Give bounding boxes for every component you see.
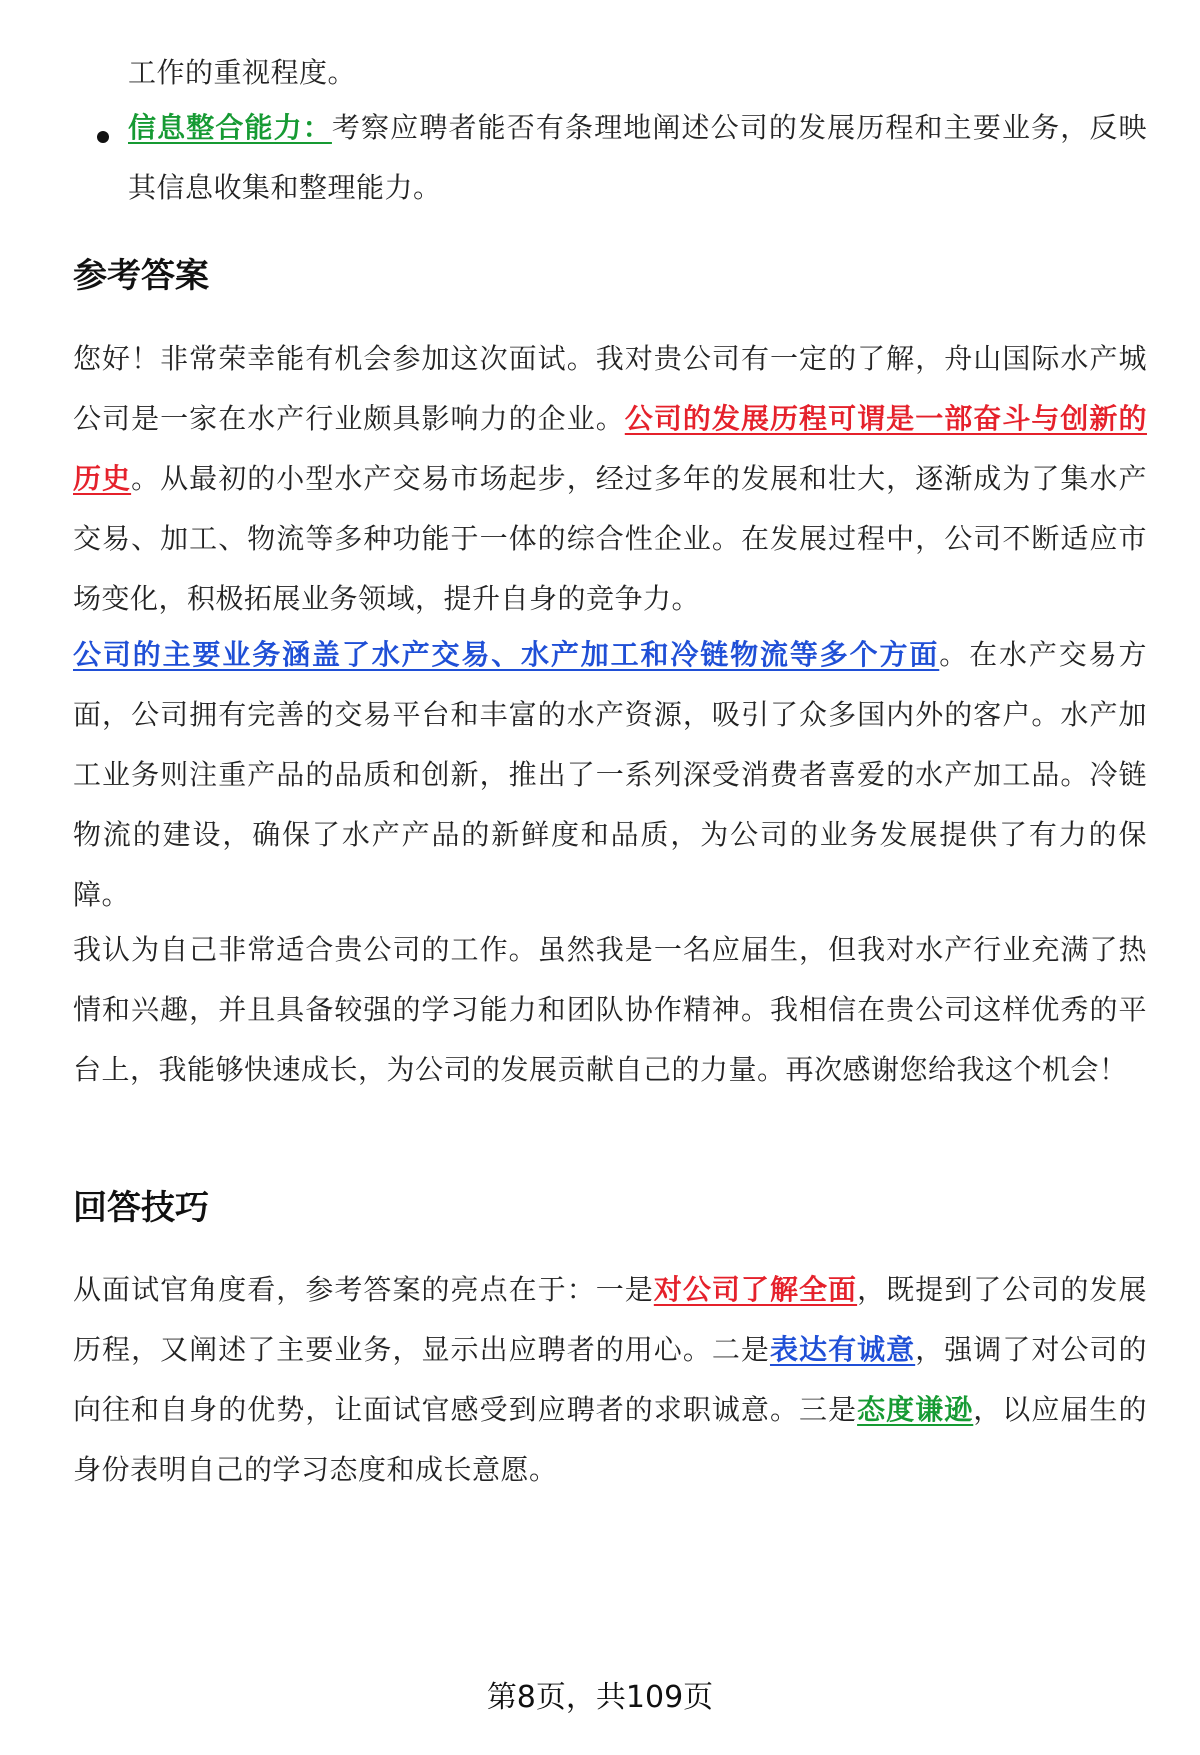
page-number-footer: 第8页，共109页	[486, 1680, 714, 1715]
answer-paragraph-3: 我认为自己非常适合贵公司的工作。虽然我是一名应届生，但我对水产行业充满了热情和兴趣，并且具备较强的学习能力和团队协作精神。我相信在贵公司这样优秀的平台上，我能够快速成长，为公司的发展贡献自己的力量。再次感谢您给我这个机会！	[73, 933, 1147, 1086]
tips-text-c: ，强调了对公司的向往和自身的优势，让面试官感受到应聘者的求职诚意。三是	[73, 1333, 1147, 1426]
tips-highlight-1: 对公司了解全面	[653, 1273, 858, 1306]
tips-text-a: 从面试官角度看，参考答案的亮点在于：一是	[73, 1273, 654, 1306]
answer-p2-text-b: 。在水产交易方面，公司拥有完善的交易平台和丰富的水产资源，吸引了众多国内外的客户。水产加工业务则注重产品的品质和创新，推出了一系列深受消费者喜爱的水产加工品。冷链物流的建设，确保了水产产品的新鲜度和品质，为公司的业务发展提供了有力的保障。	[73, 638, 1147, 911]
answer-paragraph-2	[73, 625, 1147, 925]
answer-p1-text-b: 。从最初的小型水产交易市场起步，经过多年的发展和壮大，逐渐成为了集水产交易、加工、物流等多种功能于一体的综合性企业。在发展过程中，公司不断适应市场变化，积极拓展业务领域，提升自身的竞争力。	[73, 462, 1147, 615]
tips-paragraph	[73, 1260, 1147, 1500]
bullet-label: 信息整合能力：	[128, 111, 332, 144]
answer-paragraph-1	[73, 329, 1147, 629]
answer-p1-text-a: 您好！非常荣幸能有机会参加这次面试。我对贵公司有一定的了解，舟山国际水产城公司是一家在水产行业颇具影响力的企业。	[73, 342, 1147, 435]
section-heading-tips: 回答技巧	[73, 1188, 209, 1228]
tips-text-d: ，以应届生的身份表明自己的学习态度和成长意愿。	[73, 1393, 1147, 1486]
bullet-item-info-integration	[128, 98, 1147, 218]
bullet-dot	[97, 131, 109, 143]
section-heading-answer: 参考答案	[73, 256, 209, 296]
intro-line-tail: 工作的重视程度。	[128, 56, 357, 89]
tips-highlight-3: 态度谦逊	[857, 1393, 974, 1426]
answer-p2-highlight: 公司的主要业务涵盖了水产交易、水产加工和冷链物流等多个方面	[73, 638, 940, 671]
bullet-text: 考察应聘者能否有条理地阐述公司的发展历程和主要业务，反映其信息收集和整理能力。	[128, 111, 1147, 204]
answer-p1-highlight: 公司的发展历程可谓是一部奋斗与创新的历史	[73, 402, 1147, 495]
tips-highlight-2: 表达有诚意	[769, 1333, 916, 1366]
tips-text-b: ，既提到了公司的发展历程，又阐述了主要业务，显示出应聘者的用心。二是	[73, 1273, 1147, 1366]
